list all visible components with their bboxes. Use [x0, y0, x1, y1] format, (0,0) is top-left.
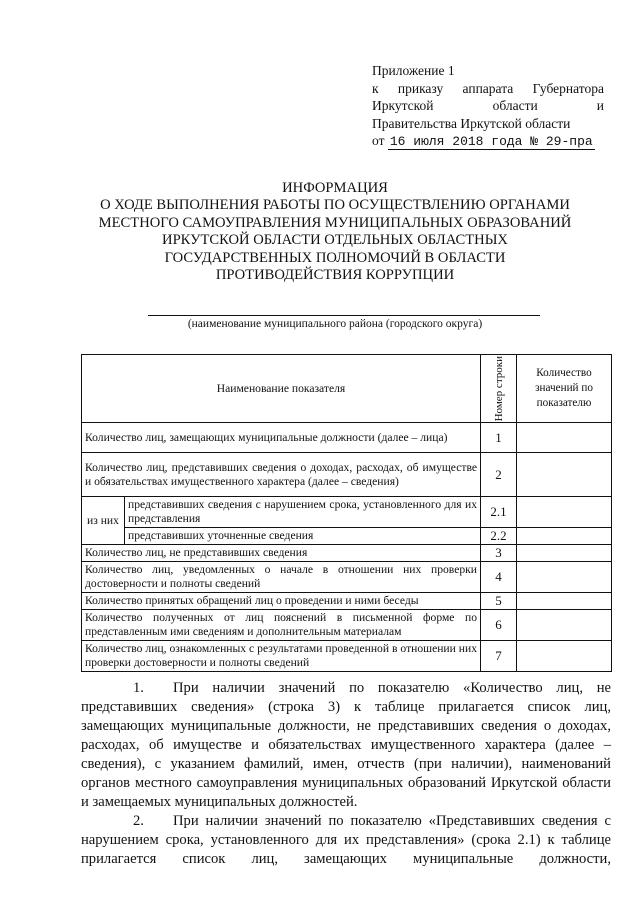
row-label: Количество лиц, ознакомленных с результатами проведенной в отношении них проверки достоверности и полноты сведений: [82, 641, 481, 672]
row-number: 3: [481, 545, 517, 562]
appendix-region-line: Иркутской области и: [372, 98, 604, 113]
row-number: 4: [481, 562, 517, 593]
table-row: [82, 497, 612, 528]
row-number: 2.2: [481, 528, 517, 545]
table-row: [82, 562, 612, 593]
row-label: Количество лиц, уведомленных о начале в отношении них проверки достоверности и полноты сведений: [82, 562, 481, 593]
table-row: [82, 453, 612, 497]
row-number: 2: [481, 453, 517, 497]
note-paragraph: [81, 812, 611, 869]
municipality-fill-line: [148, 315, 540, 316]
row-label: представивших уточненные сведения: [125, 528, 481, 545]
appendix-title: Приложение 1: [372, 63, 455, 78]
row-value-cell[interactable]: [517, 545, 612, 562]
document-title: [60, 180, 610, 284]
title-line: ИНФОРМАЦИЯ: [282, 180, 388, 196]
table-header-row: [82, 355, 612, 423]
row-number: 5: [481, 593, 517, 610]
row-value-cell[interactable]: [517, 453, 612, 497]
appendix-block: [372, 62, 604, 150]
row-number: 7: [481, 641, 517, 672]
row-label: Количество лиц, замещающих муниципальные должности (далее – лица): [82, 423, 481, 453]
header-indicator-name: Наименование показателя: [82, 355, 481, 423]
table-row: [82, 610, 612, 641]
row-label: Количество лиц, представивших сведения о доходах, расходах, об имуществе и обязательствах имущественного характера (далее – сведения): [82, 453, 481, 497]
title-line: О ХОДЕ ВЫПОЛНЕНИЯ РАБОТЫ ПО ОСУЩЕСТВЛЕНИЮ ОРГАНАМИ: [100, 197, 570, 214]
row-number: 1: [481, 423, 517, 453]
table-row: [82, 423, 612, 453]
note-text: При наличии значений по показателю «Количество лиц, не представивших сведения» (строка 3) к таблице прилагается список лиц, замещающих муниципальные должности, не представивших сведения о доходах, расходах, об имуществе и обязательствах имущественного характера (далее – сведения), с указанием фамилий, имен, отчеств (при наличии), наименований органов местного самоуправления муниципальных образований Иркутской области и замещаемых муниципальных должностей.: [81, 680, 611, 810]
row-value-cell[interactable]: [517, 562, 612, 593]
note-number: 2.: [133, 813, 144, 829]
title-line: ГОСУДАРСТВЕННЫХ ПОЛНОМОЧИЙ В ОБЛАСТИ: [164, 249, 506, 266]
row-value-cell[interactable]: [517, 641, 612, 672]
order-date: 16 июля 2018 года № 29-пра: [389, 134, 593, 149]
table-row: [82, 593, 612, 610]
row-label: представивших сведения с нарушением срока, установленного для их представления: [125, 497, 481, 528]
notes-section: [81, 679, 611, 869]
appendix-government-line: Правительства Иркутской области: [372, 115, 571, 131]
municipality-caption: (наименование муниципального района (городского округа): [187, 318, 483, 330]
row-value-cell[interactable]: [517, 497, 612, 528]
header-value-count: Количество значений по показателю: [517, 355, 612, 423]
row-value-cell[interactable]: [517, 593, 612, 610]
table-row: [82, 641, 612, 672]
note-number: 1.: [133, 680, 144, 696]
table-row: [82, 528, 612, 545]
indicators-table: [81, 354, 612, 672]
row-label: Количество принятых обращений лиц о проведении и ними беседы: [82, 593, 481, 610]
appendix-order-line: к приказу аппарата Губернатора: [372, 80, 604, 96]
title-line: МЕСТНОГО САМОУПРАВЛЕНИЯ МУНИЦИПАЛЬНЫХ ОБРАЗОВАНИЙ: [98, 214, 572, 231]
table-row: [82, 545, 612, 562]
row-group-label: из них: [82, 497, 125, 545]
header-row-number: Номер строки: [481, 355, 517, 423]
row-number: 6: [481, 610, 517, 641]
title-line: ИРКУТСКОЙ ОБЛАСТИ ОТДЕЛЬНЫХ ОБЛАСТНЫХ: [162, 232, 508, 249]
row-label: Количество полученных от лиц пояснений в письменной форме по представленным ими сведениям и дополнительным материалам: [82, 610, 481, 641]
row-number: 2.1: [481, 497, 517, 528]
row-value-cell[interactable]: [517, 610, 612, 641]
row-value-cell[interactable]: [517, 423, 612, 453]
note-text: При наличии значений по показателю «Представивших сведения с нарушением срока, установленного для их представления» (срока 2.1) к таблице прилагается список лиц, замещающих муниципальные должности,: [81, 813, 611, 867]
note-paragraph: [81, 679, 611, 812]
title-line: ПРОТИВОДЕЙСТВИЯ КОРРУПЦИИ: [215, 267, 455, 284]
row-value-cell[interactable]: [517, 528, 612, 545]
appendix-date-line: от 16 июля 2018 года № 29-пра: [372, 133, 593, 149]
row-label: Количество лиц, не представивших сведения: [82, 545, 481, 562]
